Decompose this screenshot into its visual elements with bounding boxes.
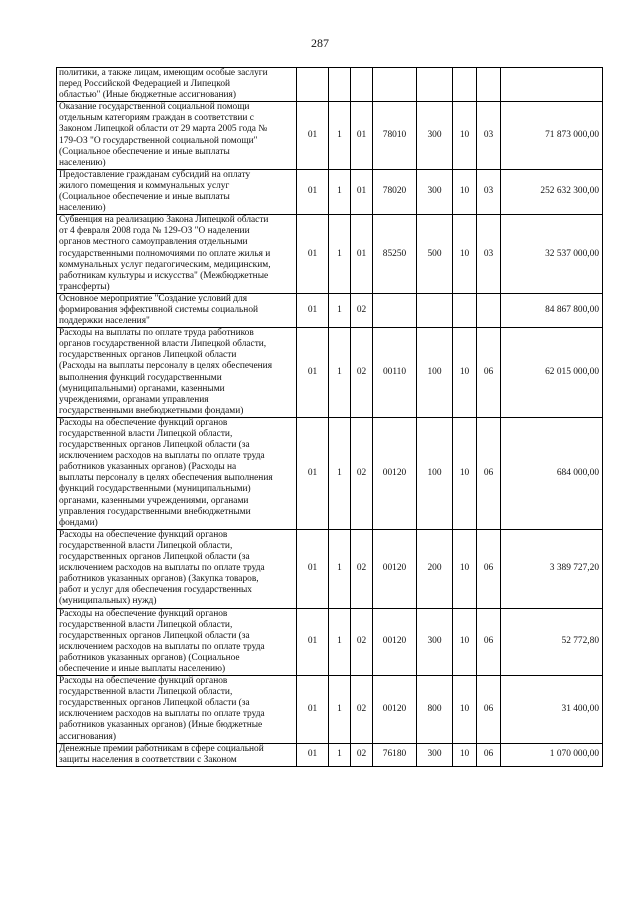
section-code: 10	[453, 215, 477, 294]
row-description: Расходы на выплаты по оплате труда работников органов государственной власти Липецкой области, государственных органов Липецкой области (Расходы на выплаты персоналу в целях обеспечения выполнения функций государственными (муниципальными) органами, казенными учреждениями, органами управления государственными внебюджетными фондами)	[57, 328, 297, 418]
measure-code: 01	[351, 215, 373, 294]
direction-code: 00120	[373, 529, 417, 608]
subprogram-code: 1	[329, 417, 351, 529]
program-code: 01	[297, 169, 329, 214]
expense-type-code: 200	[417, 529, 453, 608]
subsection-code: 06	[477, 417, 501, 529]
subprogram-code: 1	[329, 328, 351, 418]
section-code: 10	[453, 417, 477, 529]
program-code: 01	[297, 743, 329, 766]
subsection-code: 03	[477, 102, 501, 170]
expense-type-code: 800	[417, 676, 453, 744]
measure-code: 01	[351, 169, 373, 214]
direction-code: 76180	[373, 743, 417, 766]
table-row	[57, 529, 603, 608]
amount: 71 873 000,00	[501, 102, 603, 170]
measure-code: 02	[351, 743, 373, 766]
table-row	[57, 328, 603, 418]
amount: 32 537 000,00	[501, 215, 603, 294]
program-code: 01	[297, 102, 329, 170]
program-code: 01	[297, 215, 329, 294]
row-description: Оказание государственной социальной помощи отдельным категориям граждан в соответствии с Законом Липецкой области от 29 марта 2005 года № 179-ОЗ "О государственной социальной помощи" (Социальное обеспечение и иные выплаты населению)	[57, 102, 297, 170]
page-number: 287	[311, 36, 329, 50]
section-code	[453, 293, 477, 327]
row-description: Расходы на обеспечение функций органов государственной власти Липецкой области, государственных органов Липецкой области (за исключением расходов на выплаты по оплате труда работников указанных органов) (Иные бюджетные ассигнования)	[57, 676, 297, 744]
measure-code: 02	[351, 529, 373, 608]
section-code: 10	[453, 328, 477, 418]
program-code: 01	[297, 529, 329, 608]
section-code: 10	[453, 169, 477, 214]
direction-code	[373, 293, 417, 327]
subprogram-code: 1	[329, 102, 351, 170]
subsection-code: 06	[477, 608, 501, 676]
subsection-code: 06	[477, 529, 501, 608]
subprogram-code: 1	[329, 676, 351, 744]
subsection-code	[477, 68, 501, 102]
row-description: Основное мероприятие "Создание условий для формирования эффективной системы социальной поддержки населения"	[57, 293, 297, 327]
expense-type-code: 300	[417, 102, 453, 170]
direction-code: 78020	[373, 169, 417, 214]
row-description: Расходы на обеспечение функций органов государственной власти Липецкой области, государственных органов Липецкой области (за исключением расходов на выплаты по оплате труда работников указанных органов) (Закупка товаров, работ и услуг для обеспечения государственных (муниципальных) нужд)	[57, 529, 297, 608]
program-code: 01	[297, 676, 329, 744]
program-code: 01	[297, 417, 329, 529]
table-row	[57, 169, 603, 214]
table-row	[57, 293, 603, 327]
measure-code: 02	[351, 417, 373, 529]
row-description: Предоставление гражданам субсидий на оплату жилого помещения и коммунальных услуг (Социальное обеспечение и иные выплаты населению)	[57, 169, 297, 214]
section-code: 10	[453, 529, 477, 608]
direction-code: 00120	[373, 608, 417, 676]
table-row	[57, 743, 603, 766]
amount: 3 389 727,20	[501, 529, 603, 608]
direction-code: 00120	[373, 417, 417, 529]
direction-code	[373, 68, 417, 102]
table-row	[57, 215, 603, 294]
row-description: Расходы на обеспечение функций органов государственной власти Липецкой области, государственных органов Липецкой области (за исключением расходов на выплаты по оплате труда работников указанных органов) (Расходы на выплаты персоналу в целях обеспечения выполнения функций государственными (муниципальными) органами, казенными учреждениями, органами управления государственными внебюджетными фондами)	[57, 417, 297, 529]
expense-type-code	[417, 293, 453, 327]
table-row	[57, 102, 603, 170]
direction-code: 00120	[373, 676, 417, 744]
amount: 252 632 300,00	[501, 169, 603, 214]
subsection-code: 03	[477, 169, 501, 214]
expense-type-code	[417, 68, 453, 102]
subsection-code: 06	[477, 676, 501, 744]
program-code: 01	[297, 608, 329, 676]
section-code: 10	[453, 676, 477, 744]
measure-code: 02	[351, 328, 373, 418]
measure-code	[351, 68, 373, 102]
measure-code: 02	[351, 608, 373, 676]
section-code: 10	[453, 102, 477, 170]
measure-code: 02	[351, 676, 373, 744]
table-row	[57, 608, 603, 676]
direction-code: 85250	[373, 215, 417, 294]
expense-type-code: 500	[417, 215, 453, 294]
program-code: 01	[297, 293, 329, 327]
subprogram-code: 1	[329, 169, 351, 214]
subprogram-code: 1	[329, 743, 351, 766]
subprogram-code: 1	[329, 608, 351, 676]
expense-type-code: 100	[417, 328, 453, 418]
row-description: политики, а также лицам, имеющим особые заслуги перед Российской Федерацией и Липецкой областью" (Иные бюджетные ассигнования)	[57, 68, 297, 102]
section-code	[453, 68, 477, 102]
budget-table	[56, 67, 603, 767]
subsection-code	[477, 293, 501, 327]
table-row	[57, 676, 603, 744]
amount: 1 070 000,00	[501, 743, 603, 766]
subprogram-code	[329, 68, 351, 102]
subsection-code: 06	[477, 328, 501, 418]
amount	[501, 68, 603, 102]
direction-code: 78010	[373, 102, 417, 170]
direction-code: 00110	[373, 328, 417, 418]
amount: 52 772,80	[501, 608, 603, 676]
amount: 684 000,00	[501, 417, 603, 529]
expense-type-code: 300	[417, 169, 453, 214]
expense-type-code: 100	[417, 417, 453, 529]
program-code	[297, 68, 329, 102]
table-row	[57, 417, 603, 529]
expense-type-code: 300	[417, 743, 453, 766]
amount: 62 015 000,00	[501, 328, 603, 418]
row-description: Расходы на обеспечение функций органов государственной власти Липецкой области, государственных органов Липецкой области (за исключением расходов на выплаты по оплате труда работников указанных органов) (Социальное обеспечение и иные выплаты населению)	[57, 608, 297, 676]
measure-code: 01	[351, 102, 373, 170]
measure-code: 02	[351, 293, 373, 327]
amount: 84 867 800,00	[501, 293, 603, 327]
subprogram-code: 1	[329, 215, 351, 294]
subprogram-code: 1	[329, 293, 351, 327]
table-row	[57, 68, 603, 102]
section-code: 10	[453, 743, 477, 766]
subprogram-code: 1	[329, 529, 351, 608]
section-code: 10	[453, 608, 477, 676]
subsection-code: 03	[477, 215, 501, 294]
program-code: 01	[297, 328, 329, 418]
row-description: Субвенция на реализацию Закона Липецкой области от 4 февраля 2008 года № 129-ОЗ "О наделении органов местного самоуправления отдельными государственными полномочиями по оплате жилья и коммунальных услуг педагогическим, медицинским, работникам культуры и искусства" (Межбюджетные трансферты)	[57, 215, 297, 294]
subsection-code: 06	[477, 743, 501, 766]
expense-type-code: 300	[417, 608, 453, 676]
row-description: Денежные премии работникам в сфере социальной защиты населения в соответствии с Законом	[57, 743, 297, 766]
amount: 31 400,00	[501, 676, 603, 744]
